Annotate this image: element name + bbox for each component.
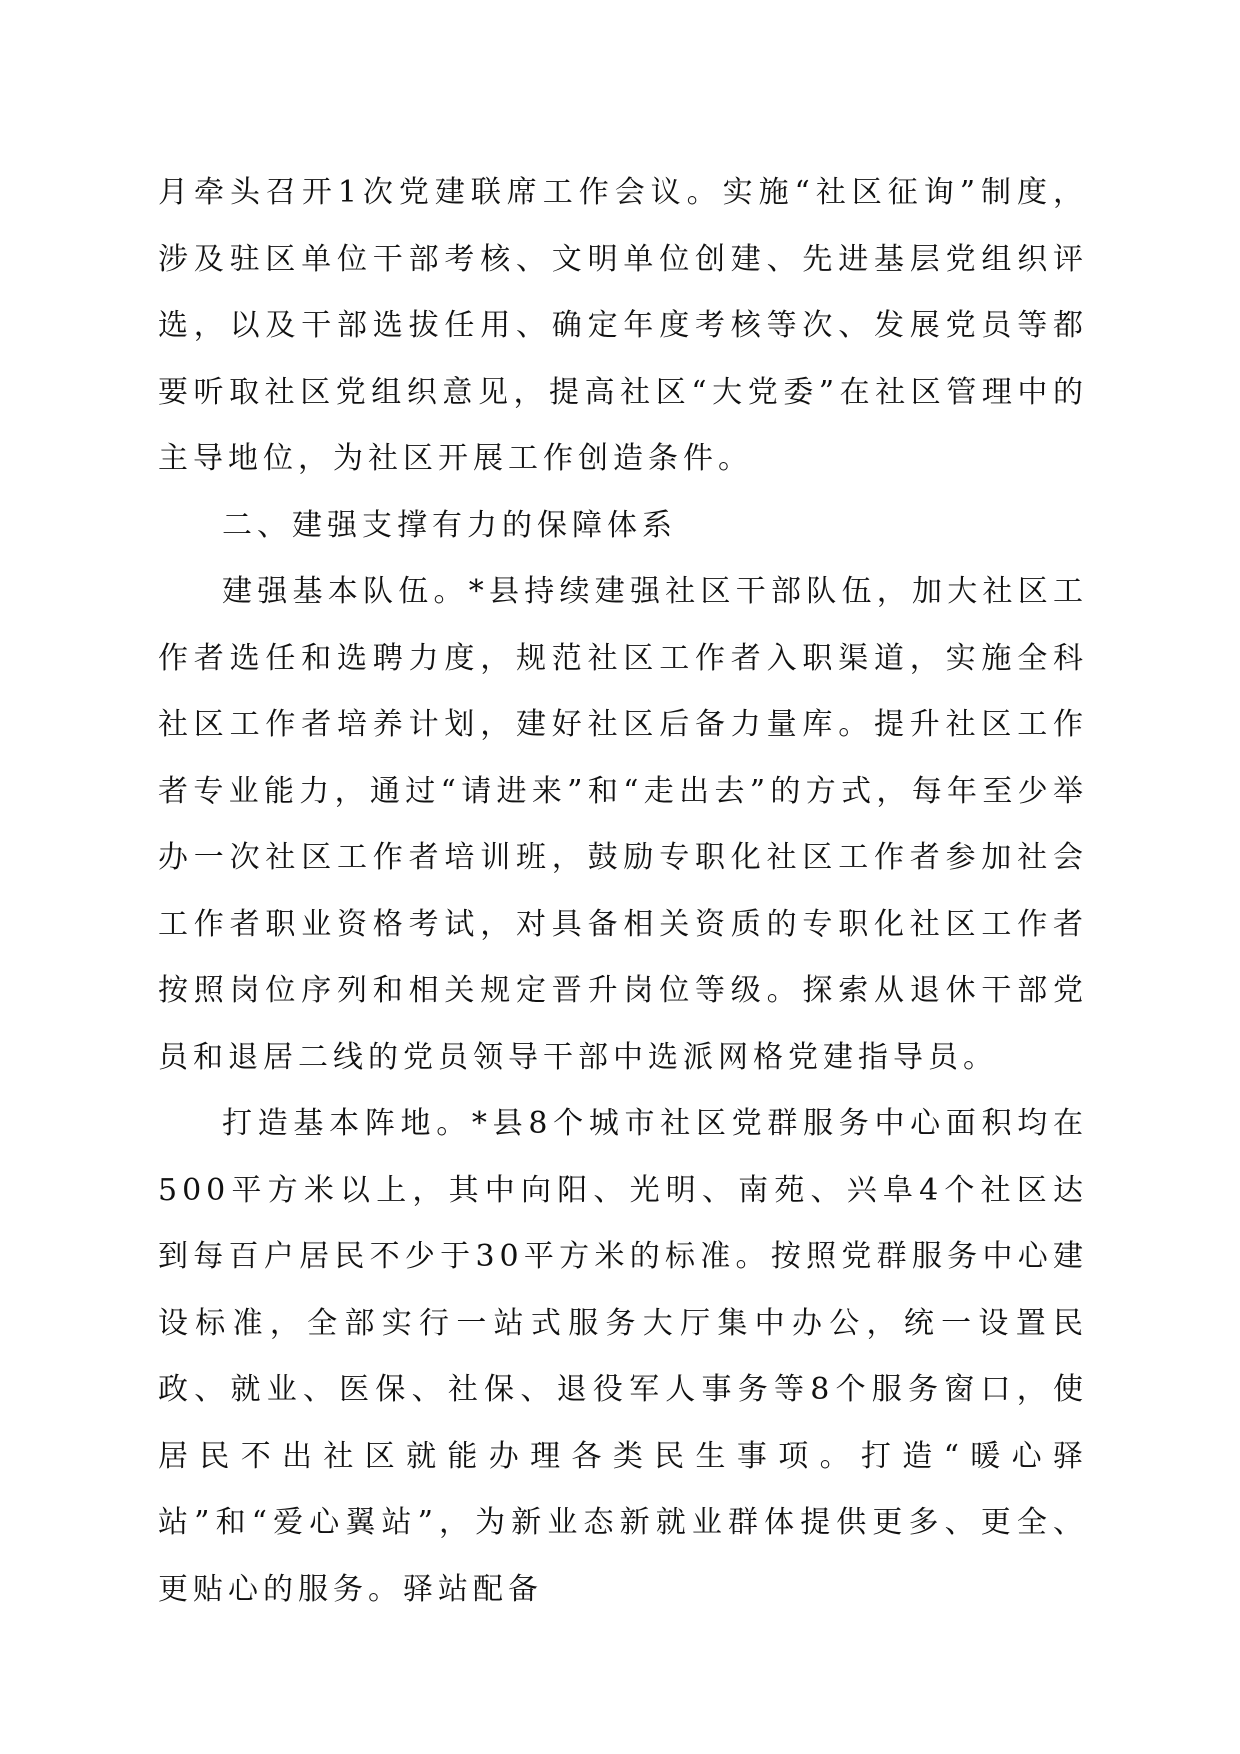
paragraph-continuation: 月牵头召开1次党建联席工作会议。实施“社区征询”制度，涉及驻区单位干部考核、文明单位创建、先进基层党组织评选，以及干部选拔任用、确定年度考核等次、发展党员等都要听取社区党组织意见，提高社区“大党委”在社区管理中的主导地位，为社区开展工作创造条件。 [158, 175, 1088, 476]
paragraph-basic-team: 建强基本队伍。*县持续建强社区干部队伍，加大社区工作者选任和选聘力度，规范社区工作者入职渠道，实施全科社区工作者培养计划，建好社区后备力量库。提升社区工作者专业能力，通过“请进来”和“走出去”的方式，每年至少举办一次社区工作者培训班，鼓励专职化社区工作者参加社会工作者职业资格考试，对具备相关资质的专职化社区工作者按照岗位序列和相关规定晋升岗位等级。探索从退休干部党员和退居二线的党员领导干部中选派网格党建指导员。 [158, 574, 1088, 1075]
section-heading: 二、建强支撑有力的保障体系 [222, 507, 677, 543]
paragraph-basic-position: 打造基本阵地。*县8个城市社区党群服务中心面积均在500平方米以上，其中向阳、光明、南苑、兴阜4个社区达到每百户居民不少于30平方米的标准。按照党群服务中心建设标准，全部实行一站式服务大厅集中办公，统一设置民政、就业、医保、社保、退役军人事务等8个服务窗口，使居民不出社区就能办理各类民生事项。打造“暖心驿站”和“爱心翼站”，为新业态新就业群体提供更多、更全、更贴心的服务。驿站配备 [158, 1106, 1088, 1607]
document-body [158, 160, 1088, 1623]
